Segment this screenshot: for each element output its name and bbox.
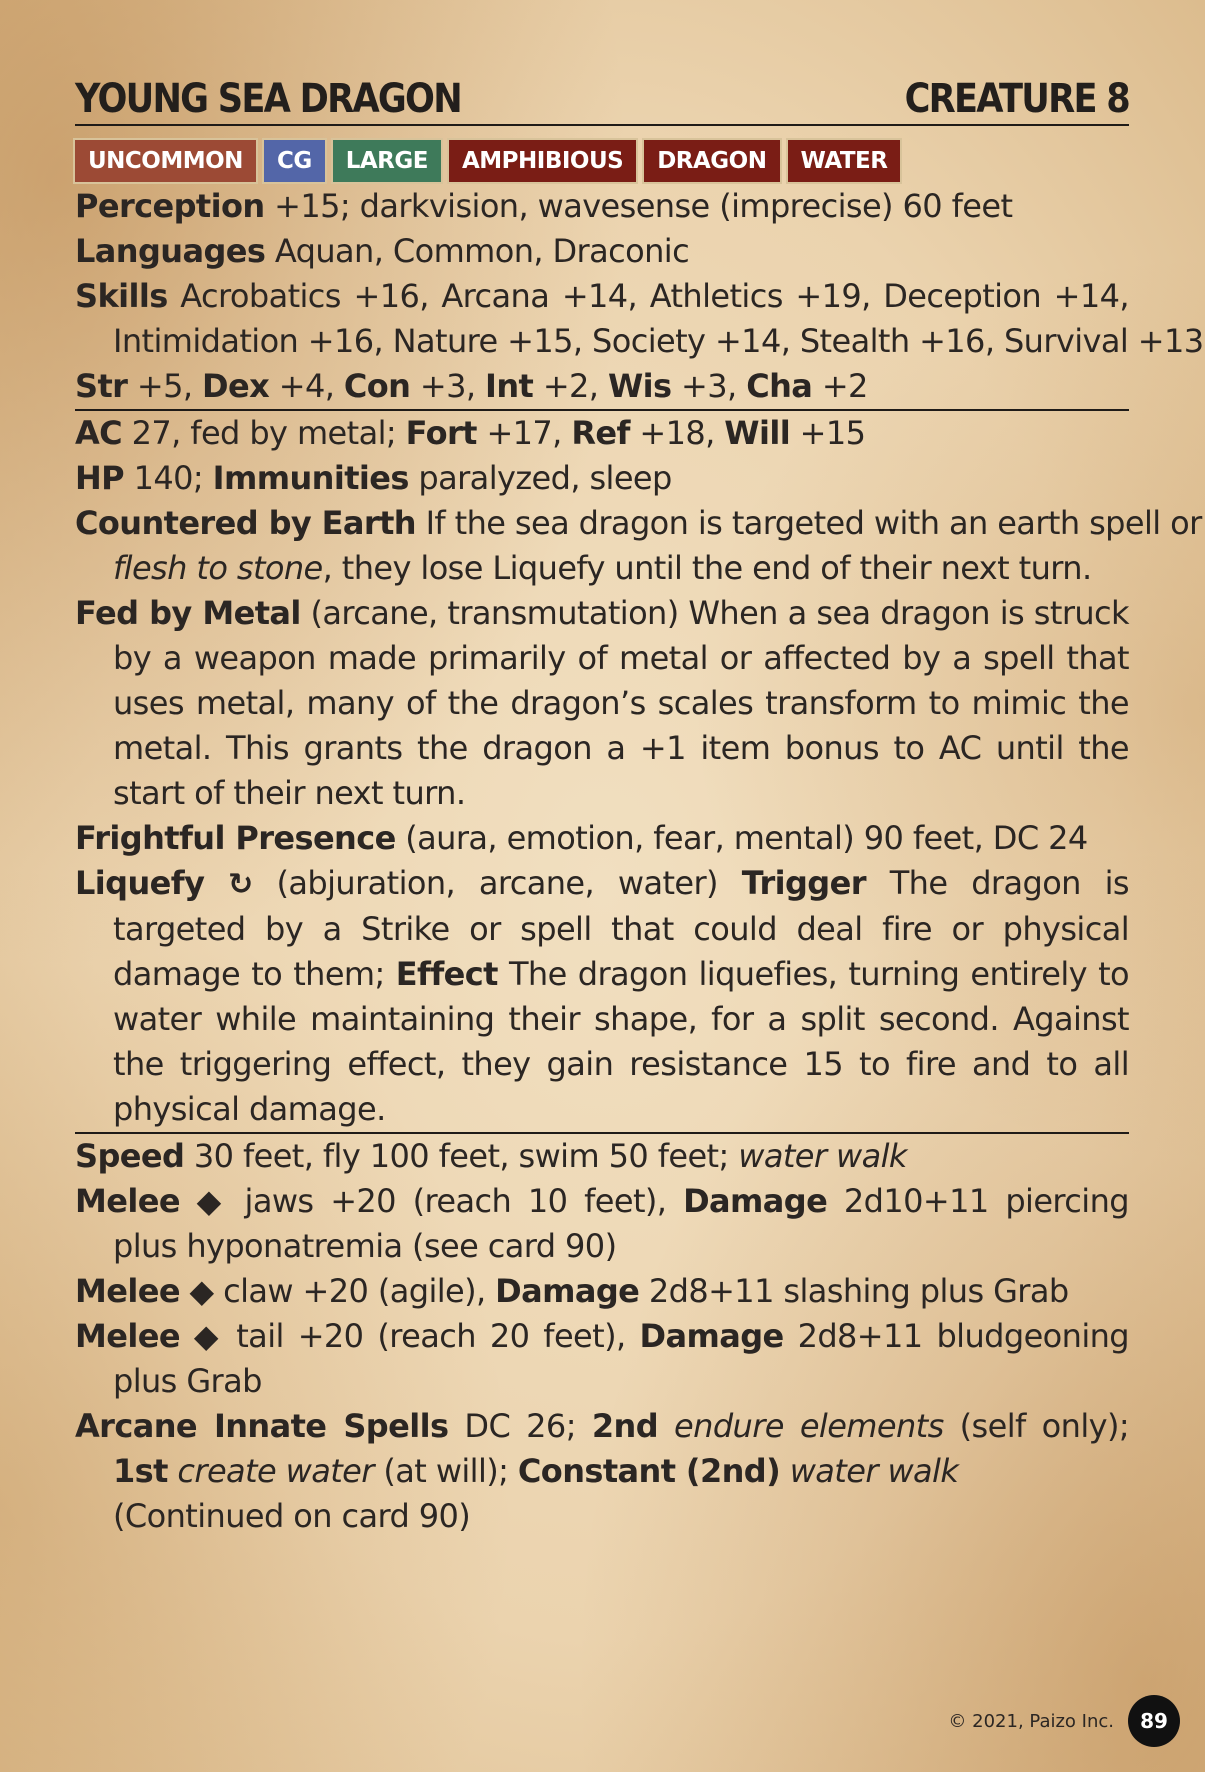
- liquefy-traits: (abjuration, arcane, water): [276, 864, 718, 902]
- countered-text-1: If the sea dragon is targeted with an earth spell or: [425, 504, 1202, 542]
- skills-line-2: Intimidation +16, Nature +15, Society +14, Stealth +16, Survival +13: [113, 322, 1204, 360]
- page-footer: [948, 1695, 1180, 1747]
- trait-list: [75, 140, 1129, 182]
- cha-label: Cha: [746, 367, 813, 405]
- melee-jaws: [75, 1179, 1129, 1269]
- ac-value: 27, fed by metal;: [131, 414, 397, 452]
- effect-text: The dragon liquefies, turning entirely to water while maintaining their shape, for a split second. Against the triggering effect, they gain resistance 15 to fire and to all physical damage.: [113, 955, 1129, 1128]
- countered-line-2: [75, 546, 1129, 591]
- single-action-icon: ◆: [196, 1182, 228, 1220]
- int-value: +2: [542, 367, 589, 405]
- melee-claw: [75, 1269, 1129, 1314]
- flesh-to-stone: flesh to stone: [113, 549, 323, 587]
- countered-text-2: , they lose Liquefy until the end of their next turn.: [322, 549, 1092, 587]
- hp-line: [75, 456, 1129, 501]
- fort-value: +17,: [486, 414, 562, 452]
- melee-claw-damage: 2d8+11 slashing plus Grab: [648, 1272, 1069, 1310]
- damage-label: Damage: [639, 1317, 784, 1355]
- rank-1-spell: create water: [177, 1452, 374, 1490]
- perception-value: +15; darkvision, wavesense (imprecise) 60 feet: [274, 187, 1013, 225]
- frightful-presence: [75, 816, 1129, 861]
- languages-line: [75, 229, 1129, 274]
- stat-block: [75, 68, 1204, 1539]
- spells-dc: DC 26;: [464, 1407, 576, 1445]
- speed-label: Speed: [75, 1137, 185, 1175]
- effect-label: Effect: [395, 955, 498, 993]
- ac-label: AC: [75, 414, 123, 452]
- will-value: +15: [799, 414, 866, 452]
- will-label: Will: [724, 414, 791, 452]
- ability-scores: Str +5, Dex +4, Con +3, Int +2, Wis +3, Cha +2: [75, 367, 868, 405]
- rank-1-note: (at will);: [383, 1452, 509, 1490]
- trait-uncommon: UNCOMMON: [75, 140, 256, 182]
- creature-level: CREATURE 8: [904, 76, 1129, 122]
- melee-label: Melee: [75, 1272, 180, 1310]
- skills-label: Skills: [75, 277, 168, 315]
- fort-label: Fort: [405, 414, 477, 452]
- rank-1-label: 1st: [113, 1452, 168, 1490]
- melee-tail: [75, 1314, 1129, 1404]
- speed-line: [75, 1134, 1129, 1179]
- speed-water-walk: water walk: [738, 1137, 907, 1175]
- rank-2-label: 2nd: [591, 1407, 659, 1445]
- wis-label: Wis: [607, 367, 672, 405]
- title-row: [75, 68, 1129, 126]
- int-label: Int: [485, 367, 534, 405]
- immunities-value: paralyzed, sleep: [418, 459, 672, 497]
- trait-dragon: DRAGON: [644, 140, 779, 182]
- immunities-label: Immunities: [212, 459, 409, 497]
- con-value: +3: [419, 367, 466, 405]
- speed-value: 30 feet, fly 100 feet, swim 50 feet;: [193, 1137, 729, 1175]
- fed-text: (arcane, transmutation) When a sea dragon is struck by a weapon made primarily of metal or affected by a spell that uses metal, many of the dragon’s scales transform to mimic the metal. This grants the dragon a +1 item bonus to AC until the start of their next turn.: [113, 594, 1129, 812]
- dex-label: Dex: [202, 367, 270, 405]
- trait-alignment: CG: [264, 140, 325, 182]
- continued-note: (Continued on card 90): [113, 1497, 471, 1535]
- trigger-label: Trigger: [741, 864, 866, 902]
- melee-tail-damage: 2d8+11 bludgeoning plus Grab: [113, 1317, 1130, 1400]
- fed-label: Fed by Metal: [75, 594, 301, 632]
- liquefy-label: Liquefy: [75, 864, 205, 902]
- melee-claw-attack: claw +20 (agile),: [223, 1272, 486, 1310]
- trigger-text: The dragon is targeted by a Strike or spell that could deal fire or physical damage to them;: [113, 864, 1130, 993]
- hp-value: 140;: [133, 459, 204, 497]
- damage-label: Damage: [495, 1272, 640, 1310]
- creature-name: YOUNG SEA DRAGON: [75, 76, 461, 122]
- countered-label: Countered by Earth: [75, 504, 416, 542]
- stat-body: [75, 184, 1204, 1539]
- melee-label: Melee: [75, 1317, 180, 1355]
- liquefy: [75, 861, 1129, 1132]
- languages-label: Languages: [75, 232, 266, 270]
- perception-line: [75, 184, 1129, 229]
- defense-section: [75, 409, 1202, 1132]
- melee-jaws-attack: jaws +20 (reach 10 feet),: [244, 1182, 667, 1220]
- trait-amphibious: AMPHIBIOUS: [449, 140, 636, 182]
- reaction-icon: ↻: [228, 867, 253, 902]
- innate-spells: [75, 1404, 1129, 1494]
- melee-label: Melee: [75, 1182, 180, 1220]
- constant-spell: water walk: [789, 1452, 959, 1490]
- hp-label: HP: [75, 459, 125, 497]
- saves-line: [75, 411, 1129, 456]
- countered-by-earth: [75, 501, 1202, 591]
- skills-value-1: Acrobatics +16, Arcana +14, Athletics +19, Deception +14,: [180, 277, 1129, 315]
- frightful-label: Frightful Presence: [75, 819, 396, 857]
- str-value: +5: [136, 367, 183, 405]
- ref-value: +18,: [639, 414, 715, 452]
- trait-size: LARGE: [333, 140, 441, 182]
- fed-by-metal: [75, 591, 1129, 816]
- ref-label: Ref: [571, 414, 630, 452]
- dex-value: +4: [278, 367, 325, 405]
- wis-value: +3: [681, 367, 728, 405]
- rank-2-spell: endure elements: [674, 1407, 944, 1445]
- melee-jaws-damage: 2d10+11 piercing plus hyponatremia (see card 90): [113, 1182, 1129, 1265]
- str-label: Str: [75, 367, 128, 405]
- languages-value: Aquan, Common, Draconic: [274, 232, 690, 270]
- copyright: © 2021, Paizo Inc.: [948, 1710, 1114, 1732]
- single-action-icon: ◆: [193, 1317, 223, 1355]
- skills-line-1: [75, 274, 1129, 319]
- trait-water: WATER: [788, 140, 901, 182]
- con-label: Con: [343, 367, 411, 405]
- page-number: 89: [1128, 1695, 1180, 1747]
- damage-label: Damage: [683, 1182, 828, 1220]
- perception-label: Perception: [75, 187, 265, 225]
- offense-section: [75, 1132, 1129, 1539]
- melee-tail-attack: tail +20 (reach 20 feet),: [236, 1317, 626, 1355]
- cha-value: +2: [821, 367, 868, 405]
- constant-label: Constant (2nd): [517, 1452, 781, 1490]
- skills-block: [75, 274, 1204, 364]
- rank-2-note: (self only);: [959, 1407, 1130, 1445]
- countered-line-1: [75, 501, 1202, 546]
- frightful-text: (aura, emotion, fear, mental) 90 feet, DC 24: [405, 819, 1088, 857]
- single-action-icon: ◆: [189, 1272, 214, 1310]
- spells-label: Arcane Innate Spells: [75, 1407, 449, 1445]
